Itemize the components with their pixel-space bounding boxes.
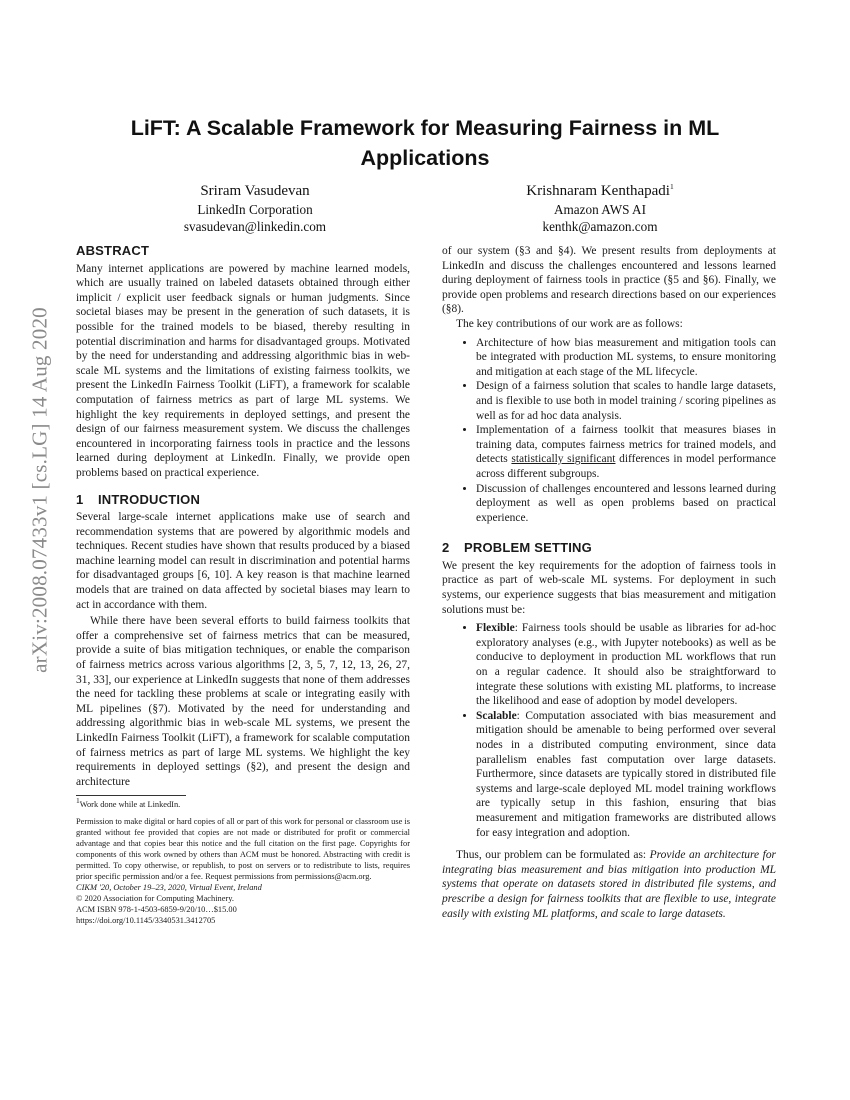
requirement-label: Scalable — [476, 709, 517, 722]
author-block-1 — [150, 183, 360, 236]
author-affiliation: Amazon AWS AI — [554, 201, 646, 217]
formulation-statement: Provide an architecture for integrating bias measurement and bias mitigation into production ML systems that operate on datasets stored in distributed file systems, and prescribe a design for fairness toolkits that are flexible to use, integrate easily with existing ML platforms, and scale to large datasets. — [442, 849, 776, 920]
section-title: PROBLEM SETTING — [464, 540, 592, 556]
author-email: svasudevan@linkedin.com — [183, 219, 327, 234]
author-affiliation: LinkedIn Corporation — [197, 201, 313, 217]
footnote-rule — [76, 795, 186, 796]
footnote-text: Work done while at LinkedIn. — [79, 800, 181, 810]
right-column — [442, 244, 776, 921]
author-name-line — [485, 183, 715, 201]
abstract-heading: ABSTRACT — [76, 243, 150, 258]
requirements-list — [442, 621, 776, 840]
paper-title — [90, 113, 760, 173]
requirement-text: : Computation associated with bias measurement and mitigation should be amenable to being performed over several nodes in a distributed computing environment, since data parallelism enables fast computation over large datasets. Furthermore, since datasets are typically stored in distributed file systems and large-scale deployed ML model training workflows are typically setup in this fashion, ensuring that bias measurement and mitigation frameworks are distributed allows for easy integration and adoption. — [476, 709, 776, 839]
problem-heading — [442, 541, 776, 556]
problem-paragraph-1: We present the key requirements for the adoption of fairness tools in practice as part of web-scale ML systems. For deployment in such systems, our experience suggests that bias measurement and mitigation solutions must be: — [442, 559, 776, 616]
formulation-lead: Thus, our problem can be formulated as: — [456, 849, 650, 862]
footnote — [76, 796, 410, 810]
section-number: 2 — [442, 540, 450, 556]
abstract-text: Many internet applications are powered by machine learned models, which are usually trained on labeled datasets obtained through either implicit / explicit user feedback signals or human judgments. Since societal biases may be present in the generation of such datasets, it is possible for the trained models to be biased, thereby resulting in potential discrimination and harms for disadvantaged groups. Motivated by the need for understanding and addressing algorithmic bias in web-scale ML systems and the limitations of existing fairness toolkits, we present the LinkedIn Fairness Toolkit (LiFT), a framework for scalable computation of fairness metrics as part of large ML systems. We highlight the key requirements in deployed settings, and present the design of our fairness measurement system. We discuss the challenges encountered in incorporating fairness tools in practice and the lessons learned during deployment at LinkedIn. Finally, we provide open problems based on practical experience. — [76, 262, 410, 479]
contribution-item — [476, 423, 776, 481]
title-line-1: LiFT: A Scalable Framework for Measuring Fairness in ML — [130, 116, 720, 140]
isbn: ACM ISBN 978-1-4503-6859-9/20/10…$15.00 — [76, 905, 237, 915]
contributions-list — [442, 336, 776, 526]
intro-paragraph-3: of our system (§3 and §4). We present results from deployments at LinkedIn and discuss the challenges encountered and lessons learned during deployment of fairness tools in practice (§5 and §6). Finally, we provide open problems and research directions based on our experiences (§8). — [442, 245, 776, 316]
intro-paragraph-2: While there have been several efforts to build fairness toolkits that offer a comprehensive set of fairness metrics that can be measured, provide a suite of bias mitigation techniques, or enable the comparison of fairness metrics across various algorithms [2, 3, 5, 7, 12, 13, 26, 27, 31, 33], our experience at LinkedIn suggests that none of them addresses the need for tackling these problems at scale or integrating easily with ML pipelines (§7). Motivated by the need for understanding and addressing algorithmic bias in web-scale ML systems, we present the LinkedIn Fairness Toolkit (LiFT), a framework for scalable computation of fairness metrics as part of large ML systems. We highlight the key requirements in deployed settings (§2), and present the design and architecture — [76, 615, 410, 788]
requirement-item — [476, 621, 776, 709]
section-title: INTRODUCTION — [98, 491, 201, 507]
intro-heading — [76, 493, 410, 508]
requirement-label: Flexible — [476, 622, 515, 635]
author-name: Krishnaram Kenthapadi — [526, 183, 670, 199]
contribution-text: differences in model performance across different subgroups. — [476, 453, 776, 480]
author-email: kenthk@amazon.com — [542, 219, 658, 234]
permission-block — [76, 816, 410, 926]
copyright: © 2020 Association for Computing Machinery. — [76, 894, 234, 904]
contributions-intro: The key contributions of our work are as follows: — [456, 317, 683, 330]
section-number: 1 — [76, 491, 84, 507]
intro-paragraph-1: Several large-scale internet applications make use of search and recommendation systems that are powered by algorithmic models and techniques. Recent studies have shown that results produced by a biased machine learning model can result in discrimination and potential harms for disadvantaged groups [6, 10]. A key reason is that machine learned models that are trained on data affected by societal biases may learn to act in accordance with them. — [76, 511, 410, 611]
contribution-item: • Discussion of challenges encountered and lessons learned during deployment as well as open problems based on practical experience. — [476, 482, 776, 526]
author-footnote-mark: 1 — [669, 182, 674, 191]
contribution-item: • Design of a fairness solution that scales to handle large datasets, and is flexible to use both in model training / scoring pipelines as well as for ad hoc data analysis. — [476, 379, 776, 423]
footnote-mark: 1 — [76, 796, 80, 806]
permission-text: Permission to make digital or hard copies of all or part of this work for personal or classroom use is granted without fee provided that copies are not made or distributed for profit or commercial advantage and that copies bear this notice and the full citation on the first page. Copyrights for components of this work owned by others than ACM must be honored. Abstracting with credit is permitted. To copy otherwise, or republish, to post on servers or to redistribute to lists, requires prior specific permission and/or a fee. Request permissions from permissions@acm.org. — [76, 817, 410, 882]
statistical-significance-link[interactable]: statistically significant — [511, 453, 616, 466]
requirement-item — [476, 709, 776, 840]
title-line-2: Applications — [360, 146, 490, 170]
author-block-2 — [485, 183, 715, 236]
arxiv-identifier: arXiv:2008.07433v1 [cs.LG] 14 Aug 2020 — [27, 307, 52, 673]
requirement-text: : Fairness tools should be usable as libraries for ad-hoc exploratory analyses (e.g., with Jupyter notebooks) as well as be conducive to deployment in production ML workflows that run on a regular cadence. It should also be straightforward to integrate these solutions with existing ML platforms, to increase the likelihood and ease of adoption by model developers. — [476, 622, 776, 708]
contribution-text: Implementation of a fairness toolkit that measures biases in training data, computes fairness metrics for trained models, and detects — [476, 424, 776, 466]
left-column — [76, 244, 410, 926]
problem-formulation — [442, 848, 776, 921]
arxiv-sidebar-stamp — [22, 290, 58, 690]
author-name: Sriram Vasudevan — [200, 183, 310, 199]
venue: CIKM '20, October 19–23, 2020, Virtual Event, Ireland — [76, 883, 262, 893]
doi-link[interactable]: https://doi.org/10.1145/3340531.3412705 — [76, 916, 216, 926]
contribution-item: • Architecture of how bias measurement and mitigation tools can be integrated with production ML systems, to ensure monitoring and mitigation at each stage of the ML lifecycle. — [476, 336, 776, 380]
